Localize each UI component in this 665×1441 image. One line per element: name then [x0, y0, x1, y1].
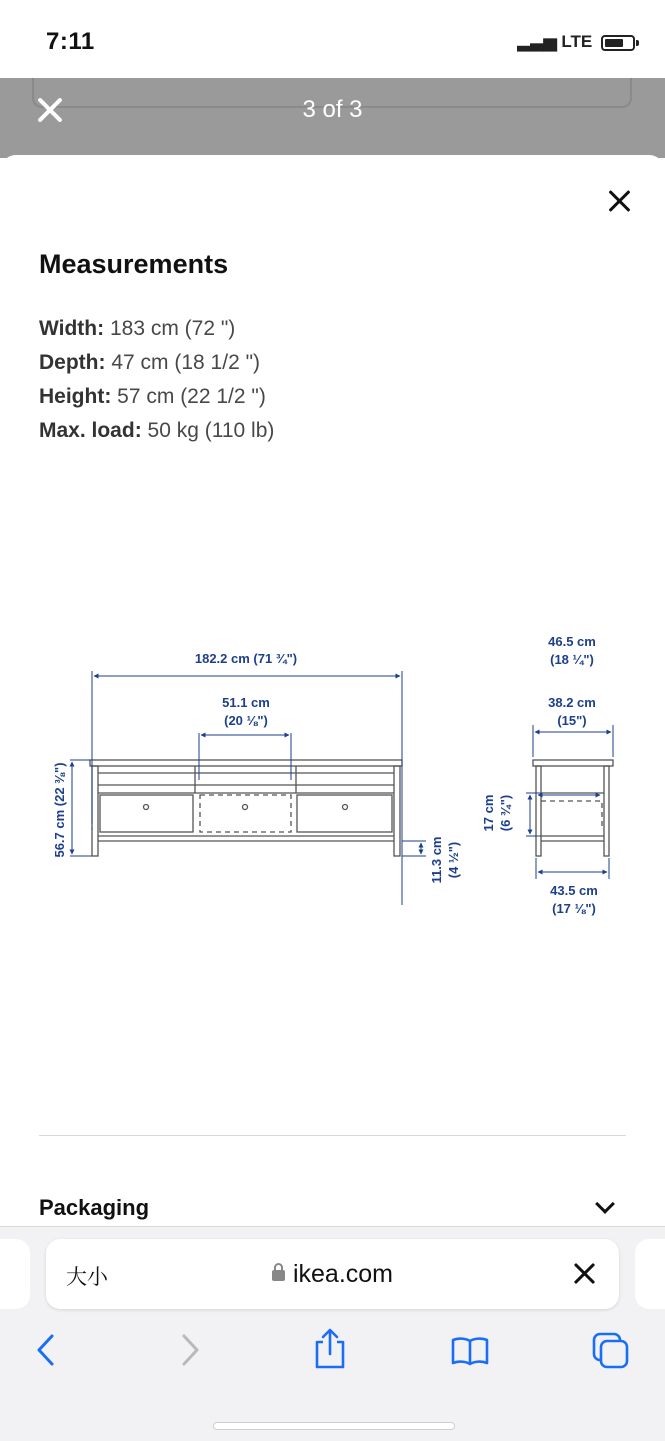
shelf-height-in-label: (6 ¾"): [498, 794, 513, 832]
home-indicator: [213, 1422, 455, 1430]
drawer-width-cm-label: 51.1 cm: [222, 695, 270, 710]
spec-list: [39, 312, 274, 448]
bookmarks-icon[interactable]: [450, 1335, 490, 1367]
spec-width: [39, 312, 274, 346]
status-bar: [0, 0, 665, 78]
status-indicators: [517, 32, 635, 52]
forward-icon[interactable]: [178, 1333, 202, 1367]
spec-value: 183 cm (72 "): [109, 317, 236, 340]
drawer-width-in-label: (20 ⅛"): [224, 713, 268, 728]
chevron-down-icon[interactable]: [595, 1194, 615, 1214]
base-depth-annotation: [0, 880, 665, 960]
spec-value: 47 cm (18 1/2 "): [111, 351, 261, 374]
back-icon[interactable]: [34, 1333, 58, 1367]
total-width-label: 182.2 cm (71 ¾"): [194, 651, 298, 666]
inner-depth-in-label: (15"): [557, 713, 587, 728]
stop-loading-icon[interactable]: [573, 1262, 595, 1284]
top-depth-cm-label: 46.5 cm: [548, 634, 596, 649]
leg-height-in-label: (4 ½"): [446, 841, 461, 879]
status-time: 7:11: [46, 28, 95, 55]
base-depth-cm: 43.5 cm: [550, 883, 598, 898]
address-bar[interactable]: [46, 1239, 619, 1309]
packaging-section-label[interactable]: Packaging: [39, 1195, 150, 1220]
previous-tab-pill[interactable]: [0, 1239, 30, 1309]
spec-value: 50 kg (110 lb): [147, 419, 275, 442]
spec-value: 57 cm (22 1/2 "): [117, 385, 266, 408]
dimension-annotations: [0, 615, 665, 915]
top-depth-in-label: (18 ¼"): [550, 652, 594, 667]
browser-toolbar: [0, 1226, 665, 1441]
next-tab-pill[interactable]: [635, 1239, 665, 1309]
spec-depth: [39, 346, 274, 380]
base-depth-in: (17 ⅛"): [552, 901, 596, 916]
leg-height-cm-label: 11.3 cm: [429, 836, 444, 884]
domain-text: ikea.com: [292, 1260, 394, 1288]
spec-label: Width:: [39, 317, 105, 340]
spec-max-load: [39, 414, 274, 448]
section-divider: [39, 1135, 626, 1136]
sheet-title: Measurements: [39, 249, 229, 279]
close-sheet-icon[interactable]: [608, 189, 632, 213]
url-display[interactable]: [46, 1260, 619, 1289]
battery-icon: [601, 35, 635, 51]
spec-height: [39, 380, 274, 414]
tabs-icon[interactable]: [591, 1331, 631, 1371]
signal-icon: ▂▃▅: [517, 32, 557, 51]
spec-label: Max. load:: [39, 419, 142, 442]
share-icon[interactable]: [312, 1327, 348, 1371]
image-viewer-header: [0, 78, 665, 158]
spec-label: Height:: [39, 385, 112, 408]
text-size-button[interactable]: 大小: [66, 1265, 108, 1289]
tv-bench-side-drawing: [533, 760, 613, 856]
network-label: LTE: [561, 32, 593, 51]
height-label: 56.7 cm (22 ⅜"): [52, 762, 67, 858]
measurements-sheet: [0, 155, 665, 1235]
image-counter: 3 of 3: [302, 96, 363, 123]
spec-label: Depth:: [39, 351, 106, 374]
inner-depth-cm-label: 38.2 cm: [548, 695, 596, 710]
lock-icon: [272, 1270, 285, 1281]
shelf-height-cm-label: 17 cm: [481, 794, 496, 832]
